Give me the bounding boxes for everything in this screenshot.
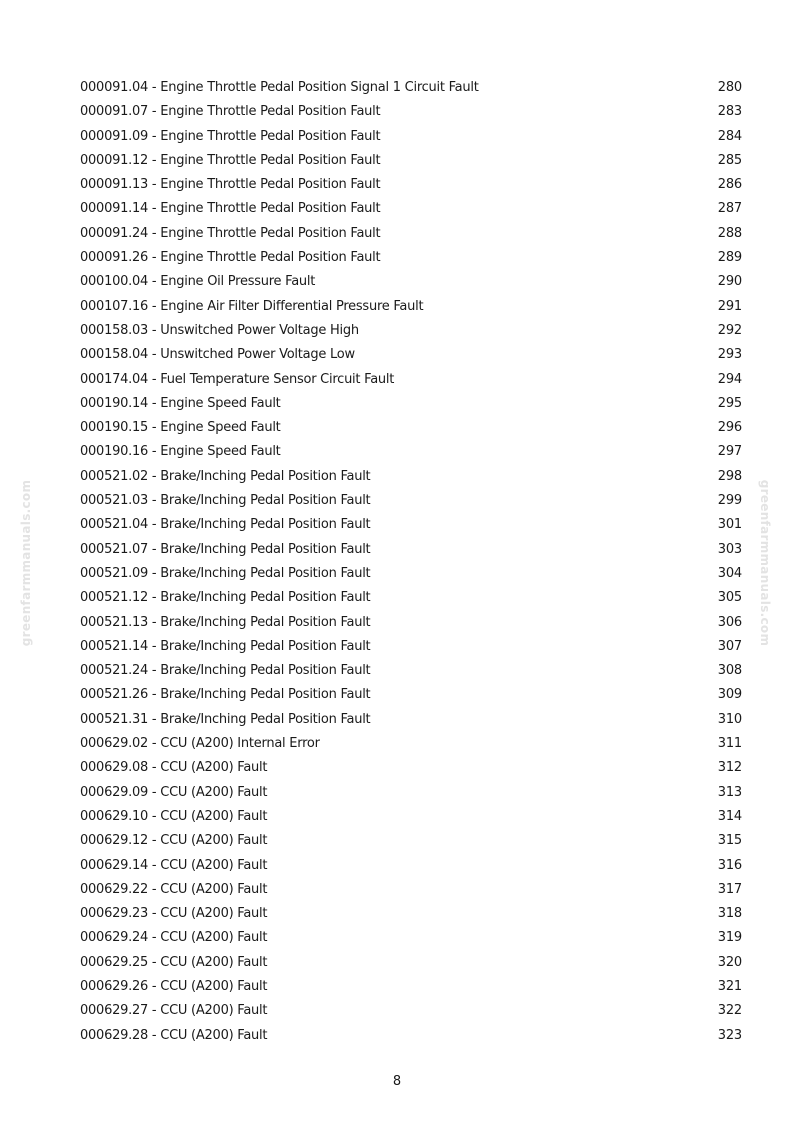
- toc-entry-title[interactable]: 000091.12 - Engine Throttle Pedal Position Fault: [80, 152, 381, 168]
- toc-entry-title[interactable]: 000629.25 - CCU (A200) Fault: [80, 954, 268, 970]
- toc-entry-title[interactable]: 000629.08 - CCU (A200) Fault: [80, 760, 268, 776]
- toc-entry-title[interactable]: 000091.13 - Engine Throttle Pedal Position Fault: [80, 177, 381, 193]
- toc-entry[interactable]: [80, 562, 742, 586]
- toc-entry-page[interactable]: 321: [717, 978, 742, 994]
- toc-entry-page[interactable]: 312: [717, 760, 742, 776]
- toc-entry-title[interactable]: 000091.14 - Engine Throttle Pedal Position Fault: [80, 201, 381, 217]
- toc-entry[interactable]: [80, 197, 742, 221]
- toc-entry[interactable]: [80, 246, 742, 270]
- page-number: 8: [392, 1074, 402, 1089]
- toc-entry-title[interactable]: 000107.16 - Engine Air Filter Differential Pressure Fault: [80, 298, 424, 314]
- toc-entry-page[interactable]: 296: [717, 420, 742, 436]
- toc-entry-page[interactable]: 319: [717, 930, 742, 946]
- toc-entry-title[interactable]: 000629.02 - CCU (A200) Internal Error: [80, 736, 320, 752]
- toc-entry[interactable]: [80, 392, 742, 416]
- toc-entry[interactable]: [80, 878, 742, 902]
- toc-entry[interactable]: [80, 659, 742, 683]
- toc-entry-page[interactable]: 318: [717, 906, 742, 922]
- toc-entry-page[interactable]: 289: [717, 250, 742, 266]
- table-of-contents: [80, 76, 742, 1048]
- toc-entry-title[interactable]: 000174.04 - Fuel Temperature Sensor Circuit Fault: [80, 371, 395, 387]
- toc-entry-title[interactable]: 000629.12 - CCU (A200) Fault: [80, 833, 268, 849]
- toc-entry-title[interactable]: 000521.02 - Brake/Inching Pedal Position Fault: [80, 468, 371, 484]
- toc-entry-page[interactable]: 310: [717, 711, 742, 727]
- toc-entry-title[interactable]: 000190.16 - Engine Speed Fault: [80, 444, 281, 460]
- toc-entry-title[interactable]: 000629.14 - CCU (A200) Fault: [80, 857, 268, 873]
- toc-entry[interactable]: [80, 854, 742, 878]
- toc-entry-title[interactable]: 000158.04 - Unswitched Power Voltage Low: [80, 347, 355, 363]
- toc-entry[interactable]: [80, 538, 742, 562]
- toc-entry[interactable]: [80, 683, 742, 707]
- toc-entry-page[interactable]: 294: [717, 371, 742, 387]
- toc-entry-title[interactable]: 000629.23 - CCU (A200) Fault: [80, 906, 268, 922]
- toc-entry[interactable]: [80, 416, 742, 440]
- toc-entry-title[interactable]: 000521.26 - Brake/Inching Pedal Position Fault: [80, 687, 371, 703]
- toc-entry-page[interactable]: 280: [717, 80, 742, 95]
- toc-entry[interactable]: [80, 173, 742, 197]
- toc-entry-page[interactable]: 299: [717, 493, 742, 509]
- toc-entry-title[interactable]: 000091.26 - Engine Throttle Pedal Position Fault: [80, 250, 381, 266]
- toc-entry-page[interactable]: 287: [717, 201, 742, 217]
- toc-entry[interactable]: [80, 76, 742, 100]
- watermark-left: greenfarmmanuals.com: [19, 479, 33, 647]
- toc-entry-title[interactable]: 000521.07 - Brake/Inching Pedal Position Fault: [80, 541, 371, 557]
- toc-entry-page[interactable]: 288: [717, 225, 742, 241]
- toc-entry-title[interactable]: 000521.14 - Brake/Inching Pedal Position Fault: [80, 638, 371, 654]
- toc-entry-page[interactable]: 298: [717, 468, 742, 484]
- toc-entry-page[interactable]: 314: [717, 808, 742, 824]
- toc-entry-page[interactable]: 323: [717, 1027, 742, 1043]
- toc-entry-title[interactable]: 000521.12 - Brake/Inching Pedal Position Fault: [80, 590, 371, 606]
- toc-entry[interactable]: [80, 781, 742, 805]
- toc-entry-page[interactable]: 308: [717, 663, 742, 679]
- toc-entry-title[interactable]: 000091.09 - Engine Throttle Pedal Position Fault: [80, 128, 381, 144]
- toc-entry-page[interactable]: 313: [717, 784, 742, 800]
- toc-entry[interactable]: [80, 756, 742, 780]
- toc-entry-title[interactable]: 000091.04 - Engine Throttle Pedal Position Signal 1 Circuit Fault: [80, 80, 479, 95]
- toc-entry[interactable]: [80, 343, 742, 367]
- toc-entry-page[interactable]: 306: [717, 614, 742, 630]
- toc-entry[interactable]: [80, 975, 742, 999]
- toc-entry-page[interactable]: 291: [717, 298, 742, 314]
- toc-entry-title[interactable]: 000521.03 - Brake/Inching Pedal Position Fault: [80, 493, 371, 509]
- toc-entry[interactable]: [80, 635, 742, 659]
- toc-entry-title[interactable]: 000100.04 - Engine Oil Pressure Fault: [80, 274, 316, 290]
- toc-entry-page[interactable]: 305: [717, 590, 742, 606]
- toc-entry[interactable]: [80, 295, 742, 319]
- toc-entry[interactable]: [80, 100, 742, 124]
- toc-entry[interactable]: [80, 611, 742, 635]
- toc-entry-title[interactable]: 000629.09 - CCU (A200) Fault: [80, 784, 268, 800]
- toc-entry-page[interactable]: 286: [717, 177, 742, 193]
- toc-entry[interactable]: [80, 440, 742, 464]
- toc-entry[interactable]: [80, 1024, 742, 1048]
- toc-entry-title[interactable]: 000190.15 - Engine Speed Fault: [80, 420, 281, 436]
- toc-entry[interactable]: [80, 149, 742, 173]
- toc-entry-title[interactable]: 000629.28 - CCU (A200) Fault: [80, 1027, 268, 1043]
- toc-entry-page[interactable]: 301: [717, 517, 742, 533]
- toc-entry[interactable]: [80, 732, 742, 756]
- toc-entry-page[interactable]: 292: [717, 322, 742, 338]
- toc-entry[interactable]: [80, 222, 742, 246]
- toc-entry-page[interactable]: 304: [717, 565, 742, 581]
- toc-entry-page[interactable]: 322: [717, 1003, 742, 1019]
- toc-entry-title[interactable]: 000190.14 - Engine Speed Fault: [80, 395, 281, 411]
- toc-entry[interactable]: [80, 708, 742, 732]
- toc-entry-title[interactable]: 000629.24 - CCU (A200) Fault: [80, 930, 268, 946]
- toc-entry-title[interactable]: 000629.27 - CCU (A200) Fault: [80, 1003, 268, 1019]
- toc-entry-page[interactable]: 309: [717, 687, 742, 703]
- toc-entry[interactable]: [80, 586, 742, 610]
- toc-entry-page[interactable]: 284: [717, 128, 742, 144]
- toc-entry-page[interactable]: 307: [717, 638, 742, 654]
- toc-entry-title[interactable]: 000521.13 - Brake/Inching Pedal Position Fault: [80, 614, 371, 630]
- toc-entry-title[interactable]: 000521.31 - Brake/Inching Pedal Position Fault: [80, 711, 371, 727]
- toc-entry[interactable]: [80, 489, 742, 513]
- toc-entry[interactable]: [80, 926, 742, 950]
- toc-entry-page[interactable]: 316: [717, 857, 742, 873]
- watermark-right: greenfarmmanuals.com: [758, 479, 772, 647]
- toc-entry[interactable]: [80, 902, 742, 926]
- toc-entry-page[interactable]: 293: [717, 347, 742, 363]
- toc-entry-title[interactable]: 000091.24 - Engine Throttle Pedal Position Fault: [80, 225, 381, 241]
- toc-entry-title[interactable]: 000091.07 - Engine Throttle Pedal Position Fault: [80, 104, 381, 120]
- toc-entry-page[interactable]: 283: [717, 104, 742, 120]
- toc-entry[interactable]: [80, 465, 742, 489]
- toc-entry-page[interactable]: 285: [717, 152, 742, 168]
- toc-entry-page[interactable]: 297: [717, 444, 742, 460]
- toc-entry-page[interactable]: 320: [717, 954, 742, 970]
- toc-entry[interactable]: [80, 829, 742, 853]
- toc-entry[interactable]: [80, 805, 742, 829]
- toc-entry[interactable]: [80, 999, 742, 1023]
- toc-entry-title[interactable]: 000158.03 - Unswitched Power Voltage High: [80, 322, 359, 338]
- toc-entry[interactable]: [80, 951, 742, 975]
- toc-entry-title[interactable]: 000629.26 - CCU (A200) Fault: [80, 978, 268, 994]
- toc-entry-page[interactable]: 317: [717, 881, 742, 897]
- toc-entry-title[interactable]: 000629.10 - CCU (A200) Fault: [80, 808, 268, 824]
- toc-entry[interactable]: [80, 319, 742, 343]
- toc-entry-page[interactable]: 311: [717, 736, 742, 752]
- toc-entry-title[interactable]: 000521.09 - Brake/Inching Pedal Position Fault: [80, 565, 371, 581]
- toc-entry[interactable]: [80, 125, 742, 149]
- toc-entry-title[interactable]: 000521.04 - Brake/Inching Pedal Position Fault: [80, 517, 371, 533]
- toc-entry[interactable]: [80, 513, 742, 537]
- toc-entry-page[interactable]: 290: [717, 274, 742, 290]
- toc-entry[interactable]: [80, 368, 742, 392]
- toc-entry-page[interactable]: 315: [717, 833, 742, 849]
- toc-entry-title[interactable]: 000629.22 - CCU (A200) Fault: [80, 881, 268, 897]
- toc-entry-title[interactable]: 000521.24 - Brake/Inching Pedal Position Fault: [80, 663, 371, 679]
- toc-entry-page[interactable]: 303: [717, 541, 742, 557]
- toc-entry[interactable]: [80, 270, 742, 294]
- toc-entry-page[interactable]: 295: [717, 395, 742, 411]
